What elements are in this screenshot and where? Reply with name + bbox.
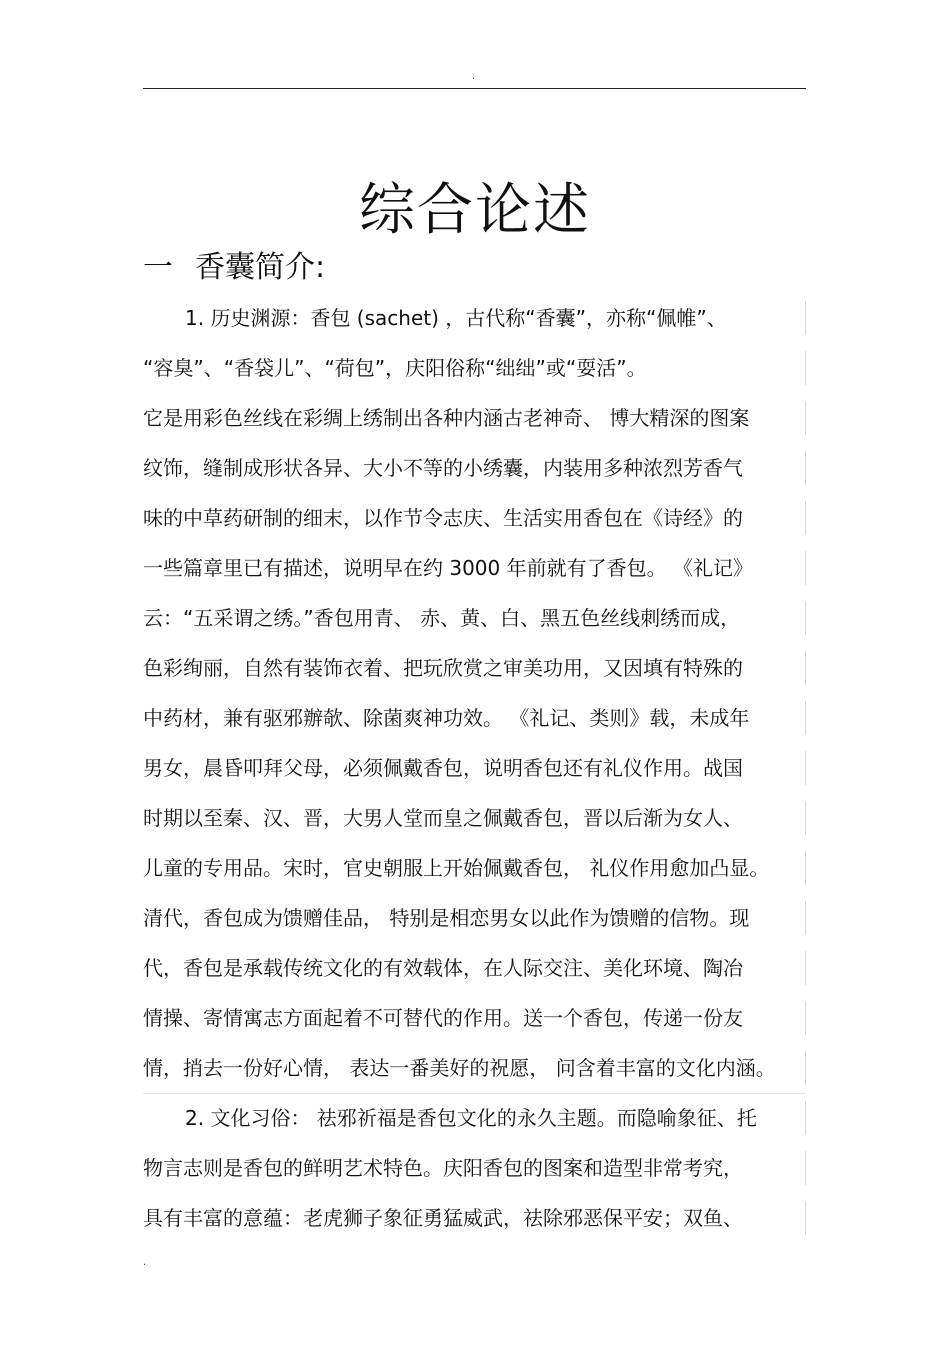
text-line: 情操、寄情寓志方面起着不可替代的作用。送一个香包，传递一份友 xyxy=(143,993,806,1043)
text-line: 色彩绚丽，自然有装饰衣着、把玩欣赏之审美功用，又因填有特殊的 xyxy=(143,643,806,693)
paragraph-customs xyxy=(143,1093,806,1243)
text-line: 物言志则是香包的鲜明艺术特色。庆阳香包的图案和造型非常考究， xyxy=(143,1143,806,1193)
text-line: 纹饰，缝制成形状各异、大小不等的小绣囊，内装用多种浓烈芳香气 xyxy=(143,443,806,493)
section-number: 一 xyxy=(143,250,173,285)
text-line: 一些篇章里已有描述，说明早在约 3000 年前就有了香包。 《礼记》 xyxy=(143,543,806,593)
footer-mark: . xyxy=(143,1257,147,1268)
text-line: 男女，晨昏叩拜父母，必须佩戴香包，说明香包还有礼仪作用。战国 xyxy=(143,743,806,793)
text-line: 清代，香包成为馈赠佳品， 特别是相恋男女以此作为馈赠的信物。现 xyxy=(143,893,806,943)
header-rule xyxy=(143,88,806,89)
text-line: 情，捎去一份好心情， 表达一番美好的祝愿， 问含着丰富的文化内涵。 xyxy=(143,1043,806,1093)
section-heading-text: 香囊简介: xyxy=(195,250,326,285)
text-line: 2. 文化习俗： 祛邪祈福是香包文化的永久主题。而隐喻象征、托 xyxy=(143,1093,806,1143)
text-line: 具有丰富的意蕴：老虎狮子象征勇猛威武，祛除邪恶保平安；双鱼、 xyxy=(143,1193,806,1243)
text-line: 中药材，兼有驱邪辦欹、除菌爽神功效。 《礼记、类则》载，未成年 xyxy=(143,693,806,743)
text-line: 1. 历史渊源：香包 (sachet) ，古代称“香囊”，亦称“佩帷”、 xyxy=(143,293,806,343)
header-mark: . xyxy=(472,71,476,82)
page-title: 综合论述 xyxy=(359,178,591,243)
section-heading xyxy=(143,248,325,288)
paragraph-history xyxy=(143,293,806,1093)
text-line: 味的中草药研制的细末，以作节令志庆、生活实用香包在《诗经》的 xyxy=(143,493,806,543)
body-text xyxy=(143,293,806,1243)
text-line: 时期以至秦、汉、晋，大男人堂而皇之佩戴香包，晋以后渐为女人、 xyxy=(143,793,806,843)
text-line: “容臭”、“香袋儿”、“荷包”，庆阳俗称“绌绌”或“耍活”。 xyxy=(143,343,806,393)
text-line: 代，香包是承载传统文化的有效载体，在人际交注、美化环境、陶冶 xyxy=(143,943,806,993)
text-line: 云：“五采谓之绣。”香包用青、 赤、黄、白、黑五色丝线刺绣而成， xyxy=(143,593,806,643)
text-line: 儿童的专用品。宋时，官史朝服上开始佩戴香包， 礼仪作用愈加凸显。 xyxy=(143,843,806,893)
text-line: 它是用彩色丝线在彩绸上绣制出各种内涵古老神奇、 博大精深的图案 xyxy=(143,393,806,443)
